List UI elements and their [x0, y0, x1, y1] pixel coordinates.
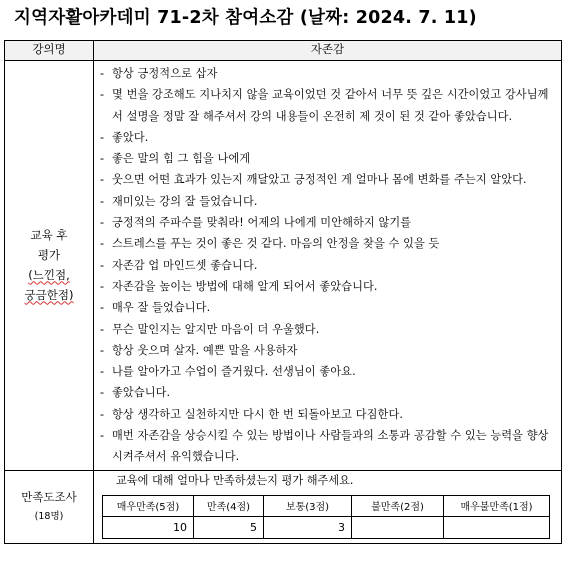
feedback-table — [4, 40, 562, 544]
table-header-row — [5, 41, 562, 61]
list-item: - 스트레스를 푸는 것이 좋은 것 같다. 마음의 안정을 찾을 수 있을 듯 — [98, 233, 557, 254]
rating-value: 10 — [103, 516, 194, 538]
list-item: - 좋았습니다. — [98, 382, 557, 403]
evaluation-label-line: (느낀점, — [28, 268, 70, 283]
rating-value-row — [103, 516, 550, 538]
header-lecture-title: 자존감 — [94, 41, 562, 61]
survey-label — [5, 470, 94, 543]
rating-value: 5 — [194, 516, 264, 538]
list-item: - 재미있는 강의 잘 들었습니다. — [98, 191, 557, 212]
rating-table — [102, 495, 550, 539]
list-item: - 항상 웃으며 살자. 예쁜 말을 사용하자 — [98, 340, 557, 361]
comments-cell — [94, 61, 562, 471]
list-item: - 무슨 말인지는 알지만 마음이 더 우울했다. — [98, 319, 557, 340]
header-lecture-name: 강의명 — [5, 41, 94, 61]
evaluation-label-line: 궁금한점) — [24, 288, 74, 303]
rating-header: 만족(4점) — [194, 495, 264, 516]
evaluation-label-line: 교육 후 — [30, 228, 68, 243]
list-item: - 나를 알아가고 수업이 즐거웠다. 선생님이 좋아요. — [98, 361, 557, 382]
survey-row — [5, 470, 562, 543]
survey-respondent-count: (18명) — [34, 510, 64, 522]
list-item: - 매번 자존감을 상승시킬 수 있는 방법이나 사람들과의 소통과 공감할 수 있는 능력을 향상시켜주셔서 유익했습니다. — [98, 425, 557, 468]
rating-value — [352, 516, 444, 538]
list-item: - 항상 긍정적으로 삽자 — [98, 63, 557, 84]
list-item: - 긍정적의 주파수를 맞춰라! 어제의 나에게 미안해하지 않기를 — [98, 212, 557, 233]
rating-header: 보통(3점) — [264, 495, 352, 516]
rating-header: 불만족(2점) — [352, 495, 444, 516]
list-item: - 자존감 업 마인드셋 좋습니다. — [98, 255, 557, 276]
rating-header: 매우만족(5점) — [103, 495, 194, 516]
list-item: - 몇 번을 강조해도 지나치지 않을 교육이었던 것 같아서 너무 뜻 깊은 시간이었고 강사님께서 설명을 정말 잘 해주셔서 강의 내용들이 온전히 제 것이 된 것 같아 좋았습니다. — [98, 84, 557, 127]
page-title: 지역자활아카데미 71-2차 참여소감 (날짜: 2024. 7. 11) — [14, 8, 477, 28]
list-item: - 웃으면 어떤 효과가 있는지 깨달았고 긍정적인 게 얼마나 몸에 변화를 주는지 알았다. — [98, 169, 557, 190]
evaluation-label-line: 평가 — [37, 248, 61, 263]
list-item: - 매우 잘 들었습니다. — [98, 297, 557, 318]
evaluation-label — [5, 61, 94, 471]
survey-question: 교육에 대해 얼마나 만족하셨는지 평가 해주세요. — [116, 473, 354, 487]
rating-value: 3 — [264, 516, 352, 538]
evaluation-row — [5, 61, 562, 471]
survey-cell — [94, 470, 562, 543]
list-item: - 자존감을 높이는 방법에 대해 알게 되어서 좋았습니다. — [98, 276, 557, 297]
rating-header-row — [103, 495, 550, 516]
survey-title: 만족도조사 — [21, 489, 77, 504]
list-item: - 좋은 말의 힘 그 힘을 나에게 — [98, 148, 557, 169]
list-item: - 좋았다. — [98, 127, 557, 148]
rating-header: 매우불만족(1점) — [444, 495, 550, 516]
rating-value — [444, 516, 550, 538]
list-item: - 항상 생각하고 실천하지만 다시 한 번 되돌아보고 다짐한다. — [98, 404, 557, 425]
comment-list — [94, 61, 561, 470]
